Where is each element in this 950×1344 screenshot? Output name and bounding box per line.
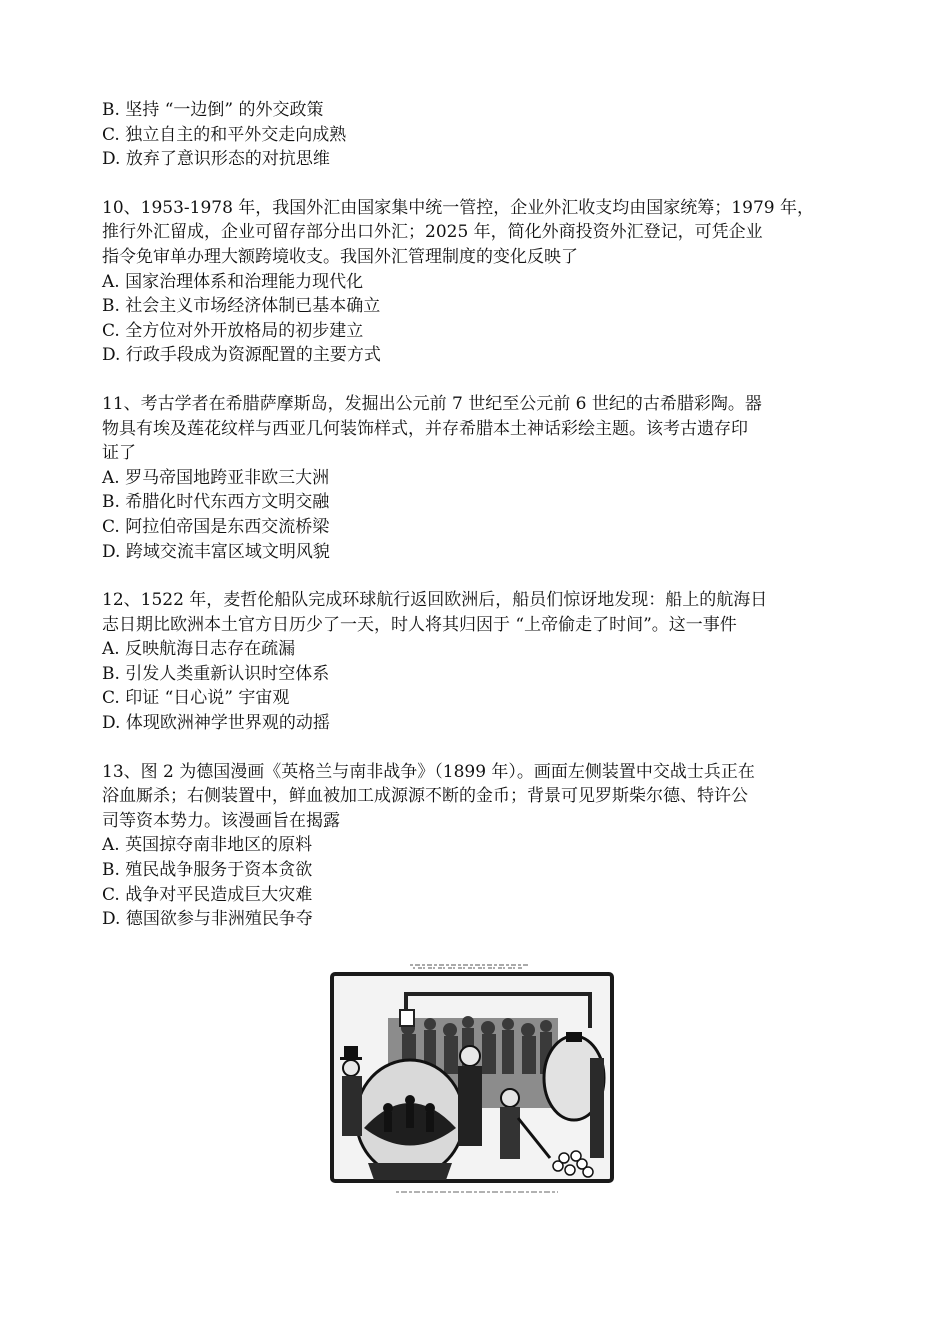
option-b: B. 坚持 “一边倒” 的外交政策: [102, 100, 324, 120]
question-9-options: [102, 98, 862, 172]
exam-page: [102, 98, 862, 932]
question-stem: 推行外汇留成，企业可留存部分出口外汇；2025 年，简化外商投资外汇登记，可凭企业: [102, 222, 763, 243]
option-d: D. 行政手段成为资源配置的主要方式: [102, 345, 381, 366]
question-stem: 司等资本势力。该漫画旨在揭露: [102, 810, 340, 831]
question-13: [102, 760, 862, 932]
option-b: B. 社会主义市场经济体制已基本确立: [102, 296, 381, 317]
option-a: A. 反映航海日志存在疏漏: [102, 639, 296, 660]
option-d: D. 放弃了意识形态的对抗思维: [102, 149, 330, 170]
question-stem: 12、1522 年，麦哲伦船队完成环球航行返回欧洲后，船员们惊讶地发现：船上的航海日: [102, 590, 768, 611]
question-stem: 物具有埃及莲花纹样与西亚几何装饰样式，并存希腊本土神话彩绘主题。该考古遗存印: [102, 418, 748, 439]
question-11: [102, 392, 862, 564]
option-a: A. 国家治理体系和治理能力现代化: [102, 271, 364, 292]
option-c: C. 印证 “日心说” 宇宙观: [102, 688, 290, 709]
question-stem: 13、图 2 为德国漫画《英格兰与南非战争》（1899 年）。画面左侧装置中交战士兵正在: [102, 761, 755, 782]
option-c: C. 阿拉伯帝国是东西交流桥梁: [102, 516, 330, 537]
question-stem: 志日期比欧洲本土官方日历少了一天，时人将其归因于 “上帝偷走了时间”。这一事件: [102, 614, 737, 635]
question-stem: 指令免审单办理大额跨境收支。我国外汇管理制度的变化反映了: [102, 246, 578, 267]
option-d: D. 体现欧洲神学世界观的动摇: [102, 713, 330, 734]
question-12: [102, 588, 862, 736]
question-stem: 11、考古学者在希腊萨摩斯岛，发掘出公元前 7 世纪至公元前 6 世纪的古希腊彩陶。器: [102, 393, 762, 414]
question-stem: 10、1953-1978 年，我国外汇由国家集中统一管控，企业外汇收支均由国家统筹；1979 年，: [102, 197, 814, 218]
option-d: D. 德国欲参与非洲殖民争夺: [102, 909, 313, 930]
question-10: [102, 196, 862, 368]
option-b: B. 引发人类重新认识时空体系: [102, 663, 330, 684]
option-c: C. 独立自主的和平外交走向成熟: [102, 124, 347, 145]
question-stem: 浴血厮杀；右侧装置中，鲜血被加工成源源不断的金币；背景可见罗斯柴尔德、特许公: [102, 786, 748, 807]
option-b: B. 殖民战争服务于资本贪欲: [102, 860, 313, 881]
option-d: D. 跨域交流丰富区域文明风貌: [102, 541, 330, 562]
option-a: A. 罗马帝国地跨亚非欧三大洲: [102, 467, 330, 488]
option-b: B. 希腊化时代东西方文明交融: [102, 492, 330, 513]
question-stem: 证了: [102, 443, 136, 464]
option-c: C. 全方位对外开放格局的初步建立: [102, 320, 364, 341]
option-a: A. 英国掠夺南非地区的原料: [102, 835, 313, 856]
cartoon-image: [318, 958, 620, 1200]
option-c: C. 战争对平民造成巨大灾难: [102, 884, 313, 905]
